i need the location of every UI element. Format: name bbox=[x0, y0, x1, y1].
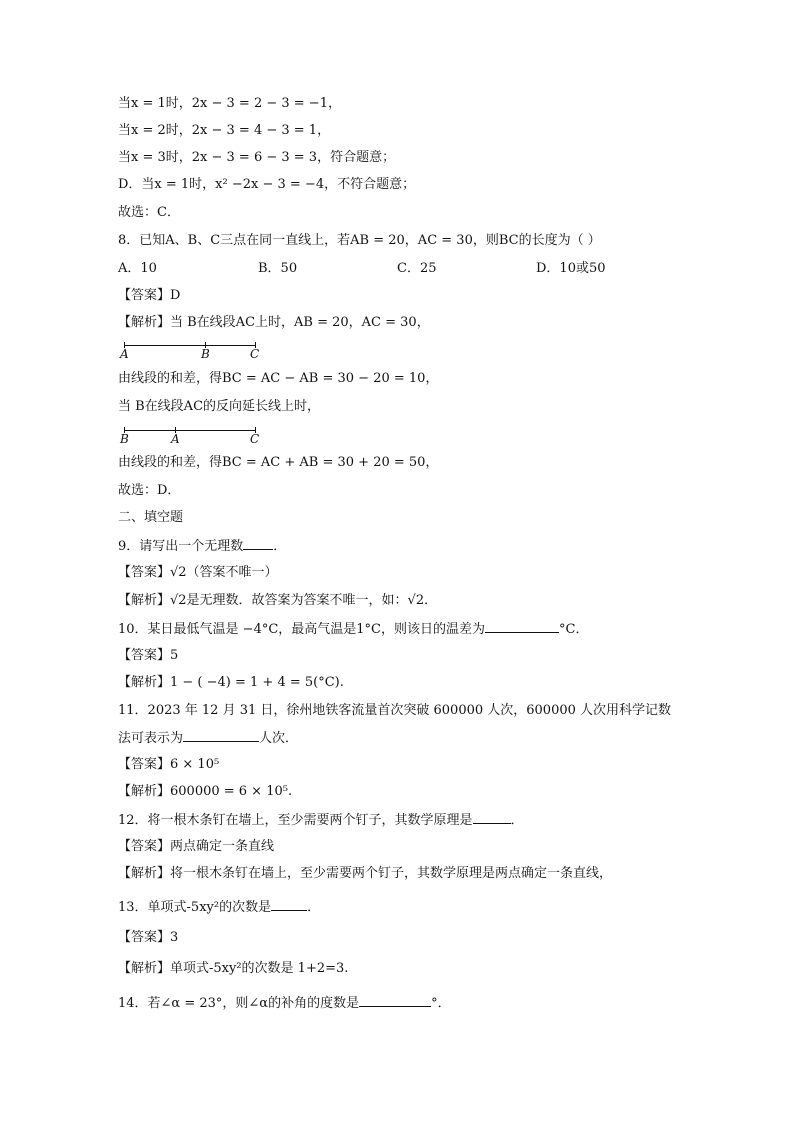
q8-option-c: C．25 bbox=[397, 261, 437, 276]
question-14 bbox=[118, 993, 451, 1014]
q10-explanation: 【解析】1 − ( −4) = 1 + 4 = 5(°C). bbox=[118, 675, 344, 690]
q12-answer: 【答案】两点确定一条直线 bbox=[118, 839, 275, 854]
q10-text: 10．某日最低气温是 −4°C，最高气温是1°C，则该日的温差为 bbox=[118, 622, 486, 637]
question-13 bbox=[118, 897, 320, 918]
point-label-c: C bbox=[250, 347, 260, 361]
q8-explanation-5: 故选：D． bbox=[118, 483, 181, 498]
question-8: 8．已知A、B、C三点在同一直线上，若AB = 20，AC = 30，则BC的长度为（ ） bbox=[118, 233, 601, 248]
q8-option-d: D．10或50 bbox=[536, 261, 606, 276]
q13-text: 13．单项式-5xy²的次数是 bbox=[118, 900, 272, 915]
solution-line-x1: 当x = 1时，2x − 3 = 2 − 3 = −1， bbox=[118, 96, 341, 111]
point-label-a: A bbox=[120, 347, 129, 361]
section-heading-fill-blank: 二、填空题 bbox=[118, 510, 184, 525]
q8-option-b: B．50 bbox=[258, 261, 298, 276]
q13-text-end: ． bbox=[307, 900, 321, 915]
q8-explanation-1: 【解析】当 B在线段AC上时，AB = 20，AC = 30， bbox=[118, 315, 430, 330]
solution-line-x2: 当x = 2时，2x − 3 = 4 − 3 = 1， bbox=[118, 123, 331, 138]
q8-explanation-4: 由线段的和差，得BC = AC + AB = 30 + 20 = 50， bbox=[118, 455, 439, 470]
question-9 bbox=[118, 536, 286, 557]
q11-answer: 【答案】6 × 10⁵ bbox=[118, 757, 220, 772]
answer-blank bbox=[473, 810, 511, 824]
q12-explanation: 【解析】将一根木条钉在墙上，至少需要两个钉子，其数学原理是两点确定一条直线， bbox=[118, 866, 613, 881]
q14-text: 14．若∠α = 23°，则∠α的补角的度数是 bbox=[118, 996, 360, 1011]
solution-conclusion: 故选：C． bbox=[118, 205, 180, 220]
q11-text-end: 人次． bbox=[259, 731, 299, 746]
q10-text-end: °C． bbox=[559, 622, 589, 637]
q13-answer: 【答案】3 bbox=[118, 930, 179, 945]
solution-line-option-d: D．当x = 1时，x² −2x − 3 = −4，不符合题意； bbox=[118, 177, 416, 192]
q8-answer: 【答案】D bbox=[118, 288, 181, 303]
q14-text-end: °． bbox=[431, 996, 451, 1011]
point-label-b: B bbox=[201, 347, 210, 361]
question-11-line-2 bbox=[118, 728, 298, 749]
solution-line-x3: 当x = 3时，2x − 3 = 6 − 3 = 3，符合题意； bbox=[118, 150, 396, 165]
q13-explanation: 【解析】单项式-5xy²的次数是 1+2=3. bbox=[118, 961, 349, 976]
question-12 bbox=[118, 810, 524, 831]
answer-blank bbox=[271, 897, 307, 911]
q8-explanation-3: 当 B在线段AC的反向延长线上时， bbox=[118, 399, 321, 414]
q9-answer: 【答案】√2（答案不唯一） bbox=[118, 565, 278, 580]
q8-explanation-2: 由线段的和差，得BC = AC − AB = 30 − 20 = 10， bbox=[118, 371, 439, 386]
answer-blank bbox=[243, 536, 273, 550]
q11-text: 法可表示为 bbox=[118, 731, 184, 746]
q9-explanation: 【解析】√2是无理数．故答案为答案不唯一，如：√2． bbox=[118, 593, 438, 608]
q10-answer: 【答案】5 bbox=[118, 648, 179, 663]
question-11-line-1: 11．2023 年 12 月 31 日，徐州地铁客流量首次突破 600000 人次，600000 人次用科学记数 bbox=[118, 703, 672, 718]
q12-text: 12．将一根木条钉在墙上，至少需要两个钉子，其数学原理是 bbox=[118, 813, 473, 828]
point-label-a: A bbox=[171, 432, 180, 446]
point-label-c: C bbox=[250, 432, 260, 446]
q12-text-end: ． bbox=[510, 813, 524, 828]
segment-figure-2 bbox=[118, 422, 258, 448]
answer-blank bbox=[183, 728, 259, 742]
q11-explanation: 【解析】600000 = 6 × 10⁵. bbox=[118, 784, 293, 799]
point-label-b: B bbox=[120, 432, 129, 446]
answer-blank bbox=[485, 619, 559, 633]
answer-blank bbox=[359, 993, 431, 1007]
q9-text: 9．请写出一个无理数 bbox=[118, 539, 244, 554]
q9-text-end: ． bbox=[273, 539, 287, 554]
segment-figure-1 bbox=[118, 337, 258, 363]
question-10 bbox=[118, 619, 588, 640]
q8-option-a: A．10 bbox=[118, 261, 157, 276]
